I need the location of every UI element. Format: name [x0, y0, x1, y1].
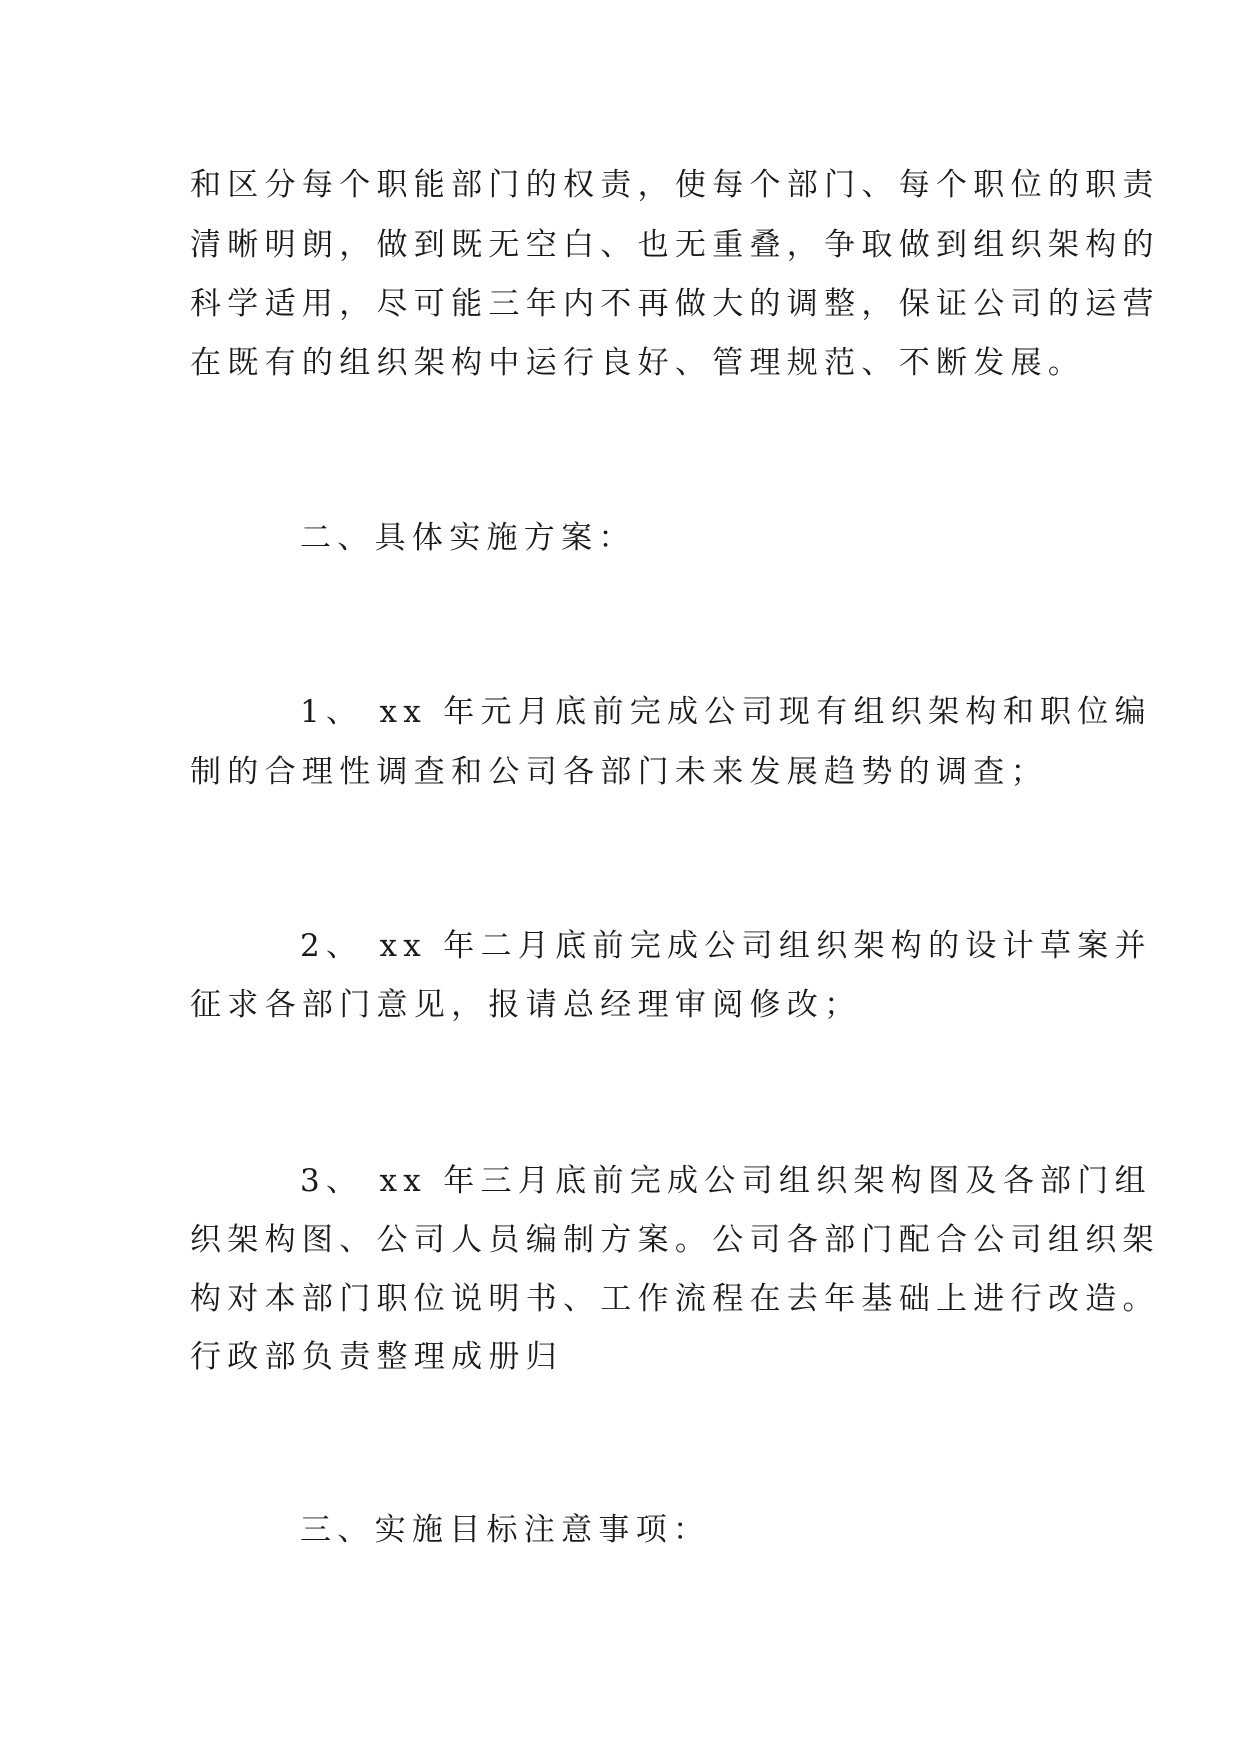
section-heading-notes: 三、实施目标注意事项： [300, 1512, 711, 1548]
item-2-line-1: 2、 xx 年二月底前完成公司组织架构的设计草案并 [300, 928, 1152, 964]
item-1-line-1: 1、 xx 年元月底前完成公司现有组织架构和职位编 [300, 694, 1152, 730]
item-3-line-1: 3、 xx 年三月底前完成公司组织架构图及各部门组 [300, 1163, 1152, 1199]
section-heading-implementation-plan: 二、具体实施方案： [300, 520, 636, 556]
item-1-line-2: 制的合理性调查和公司各部门未来发展趋势的调查； [190, 754, 1048, 790]
item-3-line-3: 构对本部门职位说明书、工作流程在去年基础上进行改造。 [190, 1281, 1160, 1317]
paragraph-1-line-1: 和区分每个职能部门的权责，使每个部门、每个职位的职责 [190, 167, 1160, 203]
paragraph-1-line-4: 在既有的组织架构中运行良好、管理规范、不断发展。 [190, 345, 1086, 381]
item-3-line-4: 行政部负责整理成册归 [190, 1339, 563, 1375]
item-2-line-2: 征求各部门意见，报请总经理审阅修改； [190, 987, 862, 1023]
paragraph-1-line-2: 清晰明朗，做到既无空白、也无重叠，争取做到组织架构的 [190, 227, 1160, 263]
item-3-line-2: 织架构图、公司人员编制方案。公司各部门配合公司组织架 [190, 1222, 1160, 1258]
paragraph-1-line-3: 科学适用，尽可能三年内不再做大的调整，保证公司的运营 [190, 286, 1160, 322]
